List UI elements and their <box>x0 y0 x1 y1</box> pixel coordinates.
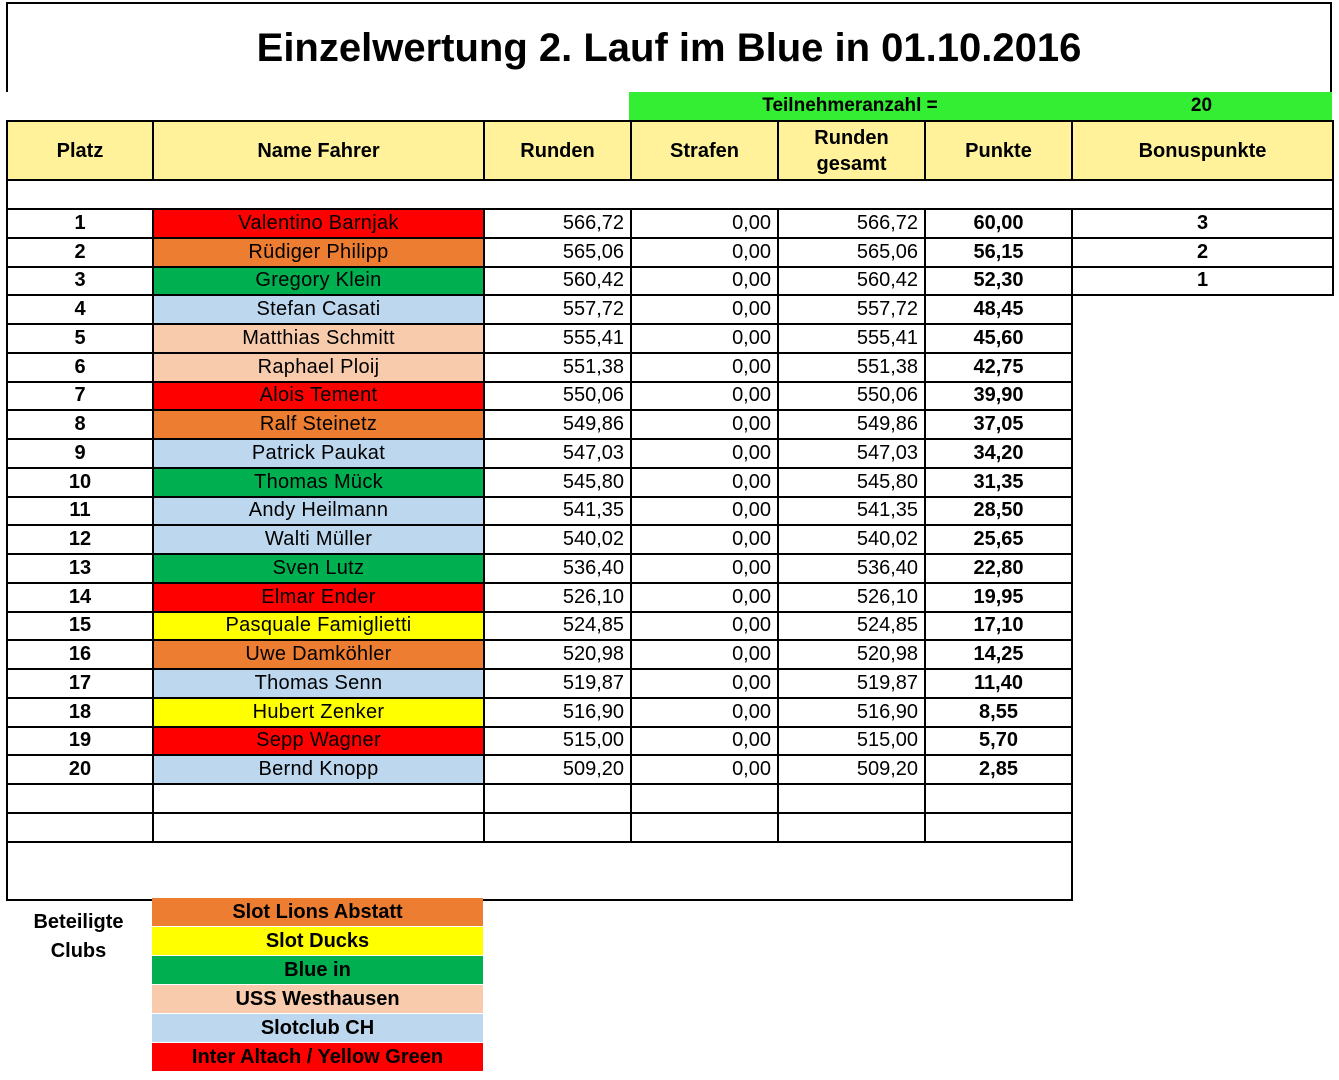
cell-platz: 17 <box>7 669 153 698</box>
legend-club-item: Slot Ducks <box>152 927 483 955</box>
cell-gesamt: 555,41 <box>778 324 925 353</box>
cell-driver-name: Raphael Ploij <box>153 353 484 382</box>
cell-strafen: 0,00 <box>631 583 778 612</box>
header-punkte: Punkte <box>925 121 1072 180</box>
cell-strafen: 0,00 <box>631 295 778 324</box>
cell-bonus <box>1072 382 1333 411</box>
table-row <box>7 755 1333 784</box>
cell-runden: 509,20 <box>484 755 631 784</box>
cell-platz: 16 <box>7 640 153 669</box>
cell-gesamt: 551,38 <box>778 353 925 382</box>
cell-platz: 11 <box>7 497 153 526</box>
cell-platz: 12 <box>7 525 153 554</box>
cell-runden: 536,40 <box>484 554 631 583</box>
empty-cell <box>1072 813 1333 842</box>
cell-strafen: 0,00 <box>631 497 778 526</box>
empty-cell <box>925 813 1072 842</box>
cell-bonus: 1 <box>1072 267 1333 296</box>
empty-cell <box>631 813 778 842</box>
cell-bonus <box>1072 410 1333 439</box>
legend-title-line2: Clubs <box>50 940 107 962</box>
cell-punkte: 5,70 <box>925 727 1072 756</box>
cell-platz: 19 <box>7 727 153 756</box>
cell-punkte: 19,95 <box>925 583 1072 612</box>
cell-strafen: 0,00 <box>631 353 778 382</box>
cell-gesamt: 526,10 <box>778 583 925 612</box>
empty-cell <box>925 784 1072 813</box>
cell-driver-name: Sven Lutz <box>153 554 484 583</box>
cell-platz: 4 <box>7 295 153 324</box>
cell-driver-name: Patrick Paukat <box>153 439 484 468</box>
header-runden: Runden <box>484 121 631 180</box>
cell-platz: 8 <box>7 410 153 439</box>
results-table <box>6 120 1334 901</box>
cell-runden: 566,72 <box>484 209 631 238</box>
cell-bonus <box>1072 497 1333 526</box>
cell-gesamt: 540,02 <box>778 525 925 554</box>
cell-platz: 18 <box>7 698 153 727</box>
table-row <box>7 324 1333 353</box>
cell-platz: 3 <box>7 267 153 296</box>
header-platz: Platz <box>7 121 153 180</box>
cell-platz: 7 <box>7 382 153 411</box>
cell-platz: 14 <box>7 583 153 612</box>
empty-cell <box>7 784 153 813</box>
table-row <box>7 612 1333 641</box>
cell-punkte: 52,30 <box>925 267 1072 296</box>
cell-punkte: 2,85 <box>925 755 1072 784</box>
empty-cell <box>7 813 153 842</box>
cell-bonus <box>1072 353 1333 382</box>
cell-gesamt: 545,80 <box>778 468 925 497</box>
table-row <box>7 382 1333 411</box>
cell-gesamt: 550,06 <box>778 382 925 411</box>
table-row <box>7 554 1333 583</box>
cell-driver-name: Ralf Steinetz <box>153 410 484 439</box>
cell-gesamt: 509,20 <box>778 755 925 784</box>
cell-bonus <box>1072 295 1333 324</box>
cell-strafen: 0,00 <box>631 755 778 784</box>
empty-cell <box>153 813 484 842</box>
legend-club-item: Slotclub CH <box>152 1014 483 1042</box>
cell-strafen: 0,00 <box>631 698 778 727</box>
cell-punkte: 8,55 <box>925 698 1072 727</box>
cell-bonus <box>1072 698 1333 727</box>
cell-strafen: 0,00 <box>631 238 778 267</box>
legend-club-item: Inter Altach / Yellow Green <box>152 1043 483 1071</box>
cell-punkte: 28,50 <box>925 497 1072 526</box>
cell-bonus <box>1072 525 1333 554</box>
table-row <box>7 640 1333 669</box>
table-row <box>7 238 1333 267</box>
cell-platz: 20 <box>7 755 153 784</box>
participant-count-bar <box>629 92 1332 120</box>
cell-strafen: 0,00 <box>631 382 778 411</box>
cell-platz: 13 <box>7 554 153 583</box>
table-row <box>7 497 1333 526</box>
cell-driver-name: Sepp Wagner <box>153 727 484 756</box>
table-row <box>7 698 1333 727</box>
cell-strafen: 0,00 <box>631 209 778 238</box>
cell-runden: 545,80 <box>484 468 631 497</box>
cell-runden: 515,00 <box>484 727 631 756</box>
cell-platz: 10 <box>7 468 153 497</box>
empty-cell <box>153 784 484 813</box>
legend-club-item: Blue in <box>152 956 483 984</box>
cell-platz: 2 <box>7 238 153 267</box>
cell-platz: 15 <box>7 612 153 641</box>
cell-punkte: 56,15 <box>925 238 1072 267</box>
cell-driver-name: Thomas Senn <box>153 669 484 698</box>
cell-driver-name: Gregory Klein <box>153 267 484 296</box>
cell-punkte: 22,80 <box>925 554 1072 583</box>
cell-strafen: 0,00 <box>631 612 778 641</box>
cell-bonus <box>1072 612 1333 641</box>
cell-driver-name: Hubert Zenker <box>153 698 484 727</box>
cell-runden: 526,10 <box>484 583 631 612</box>
legend-club-item: Slot Lions Abstatt <box>152 898 483 926</box>
cell-bonus: 2 <box>1072 238 1333 267</box>
empty-cell <box>1072 842 1333 900</box>
cell-runden: 547,03 <box>484 439 631 468</box>
cell-gesamt: 560,42 <box>778 267 925 296</box>
cell-bonus <box>1072 468 1333 497</box>
bottom-fill-row <box>7 842 1333 900</box>
cell-bonus <box>1072 640 1333 669</box>
cell-driver-name: Matthias Schmitt <box>153 324 484 353</box>
cell-driver-name: Elmar Ender <box>153 583 484 612</box>
cell-runden: 541,35 <box>484 497 631 526</box>
empty-cell <box>484 813 631 842</box>
cell-bonus <box>1072 669 1333 698</box>
cell-platz: 6 <box>7 353 153 382</box>
cell-platz: 1 <box>7 209 153 238</box>
cell-strafen: 0,00 <box>631 439 778 468</box>
cell-runden: 550,06 <box>484 382 631 411</box>
cell-driver-name: Bernd Knopp <box>153 755 484 784</box>
cell-strafen: 0,00 <box>631 410 778 439</box>
cell-runden: 560,42 <box>484 267 631 296</box>
header-row <box>7 121 1333 180</box>
header-gesamt-line1: Runden <box>814 126 889 149</box>
cell-driver-name: Uwe Damköhler <box>153 640 484 669</box>
cell-punkte: 48,45 <box>925 295 1072 324</box>
cell-runden: 551,38 <box>484 353 631 382</box>
cell-bonus <box>1072 755 1333 784</box>
page-title: Einzelwertung 2. Lauf im Blue in 01.10.2016 <box>6 2 1332 92</box>
header-strafen: Strafen <box>631 121 778 180</box>
cell-driver-name: Rüdiger Philipp <box>153 238 484 267</box>
cell-gesamt: 524,85 <box>778 612 925 641</box>
cell-punkte: 42,75 <box>925 353 1072 382</box>
cell-gesamt: 557,72 <box>778 295 925 324</box>
cell-runden: 540,02 <box>484 525 631 554</box>
table-row <box>7 439 1333 468</box>
empty-row <box>7 784 1333 813</box>
cell-bonus <box>1072 324 1333 353</box>
cell-punkte: 14,25 <box>925 640 1072 669</box>
table-row <box>7 583 1333 612</box>
cell-punkte: 45,60 <box>925 324 1072 353</box>
cell-punkte: 37,05 <box>925 410 1072 439</box>
cell-punkte: 39,90 <box>925 382 1072 411</box>
cell-runden: 516,90 <box>484 698 631 727</box>
cell-runden: 555,41 <box>484 324 631 353</box>
legend-club-item: USS Westhausen <box>152 985 483 1013</box>
cell-driver-name: Thomas Mück <box>153 468 484 497</box>
header-gesamt <box>778 121 925 180</box>
cell-runden: 565,06 <box>484 238 631 267</box>
cell-runden: 520,98 <box>484 640 631 669</box>
cell-gesamt: 515,00 <box>778 727 925 756</box>
empty-cell <box>631 784 778 813</box>
cell-strafen: 0,00 <box>631 727 778 756</box>
cell-bonus: 3 <box>1072 209 1333 238</box>
cell-gesamt: 516,90 <box>778 698 925 727</box>
cell-strafen: 0,00 <box>631 554 778 583</box>
legend-title <box>6 908 151 966</box>
cell-strafen: 0,00 <box>631 267 778 296</box>
table-row <box>7 209 1333 238</box>
cell-gesamt: 565,06 <box>778 238 925 267</box>
empty-cell <box>778 813 925 842</box>
cell-driver-name: Valentino Barnjak <box>153 209 484 238</box>
cell-punkte: 60,00 <box>925 209 1072 238</box>
empty-cell <box>778 784 925 813</box>
cell-runden: 524,85 <box>484 612 631 641</box>
cell-strafen: 0,00 <box>631 324 778 353</box>
table-row <box>7 727 1333 756</box>
cell-punkte: 17,10 <box>925 612 1072 641</box>
cell-punkte: 25,65 <box>925 525 1072 554</box>
cell-punkte: 11,40 <box>925 669 1072 698</box>
table-row <box>7 295 1333 324</box>
table-row <box>7 267 1333 296</box>
participant-count-value: 20 <box>1190 95 1213 116</box>
cell-driver-name: Alois Tement <box>153 382 484 411</box>
table-row <box>7 353 1333 382</box>
cell-runden: 549,86 <box>484 410 631 439</box>
cell-strafen: 0,00 <box>631 640 778 669</box>
cell-bonus <box>1072 554 1333 583</box>
cell-punkte: 34,20 <box>925 439 1072 468</box>
table-row <box>7 468 1333 497</box>
table-row <box>7 669 1333 698</box>
header-name: Name Fahrer <box>153 121 484 180</box>
cell-runden: 519,87 <box>484 669 631 698</box>
cell-strafen: 0,00 <box>631 525 778 554</box>
spacer-row <box>7 180 1333 209</box>
cell-platz: 5 <box>7 324 153 353</box>
cell-runden: 557,72 <box>484 295 631 324</box>
cell-gesamt: 541,35 <box>778 497 925 526</box>
legend-title-line1: Beteiligte <box>33 911 124 933</box>
cell-bonus <box>1072 439 1333 468</box>
cell-gesamt: 520,98 <box>778 640 925 669</box>
cell-gesamt: 566,72 <box>778 209 925 238</box>
cell-punkte: 31,35 <box>925 468 1072 497</box>
cell-gesamt: 549,86 <box>778 410 925 439</box>
table-row <box>7 525 1333 554</box>
header-gesamt-line2: gesamt <box>816 152 887 175</box>
cell-driver-name: Andy Heilmann <box>153 497 484 526</box>
participant-count-label: Teilnehmeranzahl = <box>762 95 938 116</box>
empty-cell <box>484 784 631 813</box>
cell-strafen: 0,00 <box>631 468 778 497</box>
empty-row <box>7 813 1333 842</box>
cell-strafen: 0,00 <box>631 669 778 698</box>
spacer-cell <box>7 180 1333 209</box>
cell-driver-name: Stefan Casati <box>153 295 484 324</box>
cell-platz: 9 <box>7 439 153 468</box>
cell-bonus <box>1072 727 1333 756</box>
cell-driver-name: Pasquale Famiglietti <box>153 612 484 641</box>
cell-bonus <box>1072 583 1333 612</box>
cell-driver-name: Walti Müller <box>153 525 484 554</box>
cell-gesamt: 547,03 <box>778 439 925 468</box>
empty-cell <box>1072 784 1333 813</box>
header-bonus: Bonuspunkte <box>1072 121 1333 180</box>
cell-gesamt: 519,87 <box>778 669 925 698</box>
cell-gesamt: 536,40 <box>778 554 925 583</box>
table-row <box>7 410 1333 439</box>
bottom-fill-cell <box>7 842 1072 900</box>
